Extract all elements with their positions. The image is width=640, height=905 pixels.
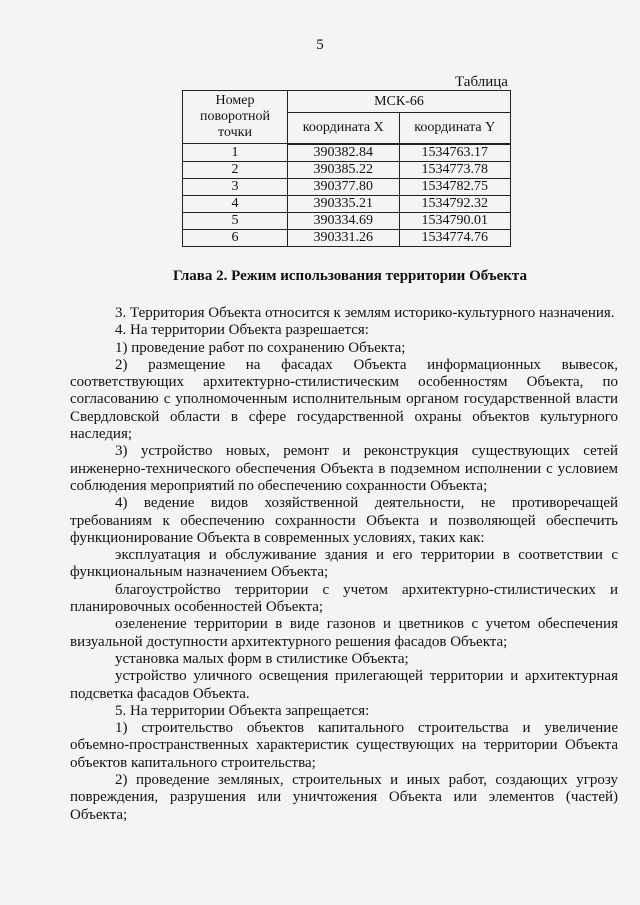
paragraph: эксплуатация и обслуживание здания и его территории в соответствии с функциональным назначением Объекта; [70, 547, 618, 581]
cell-x: 390334.69 [288, 212, 400, 229]
paragraph: 1) строительство объектов капитального строительства и увеличение объемно-пространственных характеристик существующих на территории Объекта объектов капитального строительства; [70, 720, 618, 771]
table-caption: Таблица [455, 74, 508, 90]
chapter-title: Глава 2. Режим использования территории Объекта [173, 268, 527, 284]
paragraph: устройство уличного освещения прилегающей территории и архитектурная подсветка фасадов Объекта. [70, 668, 618, 702]
table-row [183, 178, 511, 195]
cell-y: 1534763.17 [399, 144, 511, 162]
paragraph: 1) проведение работ по сохранению Объекта; [115, 339, 406, 356]
coordinates-table [182, 90, 511, 247]
cell-y: 1534773.78 [399, 161, 511, 178]
table-row [183, 229, 511, 246]
paragraph: 4. На территории Объекта разрешается: [115, 322, 369, 339]
header-x: координата X [288, 112, 400, 143]
paragraph: 4) ведение видов хозяйственной деятельности, не противоречащей требованиям к обеспечению сохранности Объекта и позволяющей обеспечить функционирование Объекта в современных условиях, таких как: [70, 495, 618, 546]
paragraph: установка малых форм в стилистике Объекта; [115, 650, 409, 667]
paragraph: 3) устройство новых, ремонт и реконструкция существующих сетей инженерно-технического обеспечения Объекта в подземном исполнении с условием соблюдения мероприятий по обеспечению сохранности Объекта; [70, 443, 618, 494]
paragraph: 5. На территории Объекта запрещается: [115, 702, 370, 719]
page-number: 5 [316, 37, 324, 53]
cell-x: 390335.21 [288, 195, 400, 212]
cell-point: 1 [183, 144, 288, 162]
table-row [183, 195, 511, 212]
paragraph: озеленение территории в виде газонов и цветников с учетом обеспечения визуальной доступности архитектурного решения фасадов Объекта; [70, 616, 618, 650]
cell-y: 1534790.01 [399, 212, 511, 229]
table-row [183, 161, 511, 178]
cell-point: 3 [183, 178, 288, 195]
header-coordinate-system: МСК-66 [288, 91, 511, 113]
cell-point: 2 [183, 161, 288, 178]
paragraph: благоустройство территории с учетом архитектурно-стилистических и планировочных особенностей Объекта; [70, 581, 618, 616]
paragraph: 3. Территория Объекта относится к землям историко-культурного назначения. [115, 305, 615, 321]
cell-y: 1534782.75 [399, 178, 511, 195]
cell-x: 390331.26 [288, 229, 400, 246]
cell-y: 1534792.32 [399, 195, 511, 212]
header-point-number: Номер поворотной точки [183, 91, 288, 144]
cell-x: 390385.22 [288, 161, 400, 178]
cell-point: 6 [183, 229, 288, 246]
cell-y: 1534774.76 [399, 229, 511, 246]
table-row [183, 212, 511, 229]
cell-x: 390382.84 [288, 144, 400, 162]
document-body [70, 305, 618, 824]
table-row [183, 144, 511, 162]
paragraph: 2) размещение на фасадах Объекта информационных вывесок, соответствующих архитектурно-стилистическим особенностям Объекта, по согласованию с уполномоченным исполнительным органом государственной власти Свердловской области в сфере государственной охраны объектов культурного наследия; [70, 356, 618, 443]
cell-point: 4 [183, 195, 288, 212]
cell-x: 390377.80 [288, 178, 400, 195]
cell-point: 5 [183, 212, 288, 229]
header-y: координата Y [399, 112, 511, 143]
paragraph: 2) проведение земляных, строительных и иных работ, создающих угрозу повреждения, разрушения или уничтожения Объекта или элементов (частей) Объекта; [70, 772, 618, 823]
